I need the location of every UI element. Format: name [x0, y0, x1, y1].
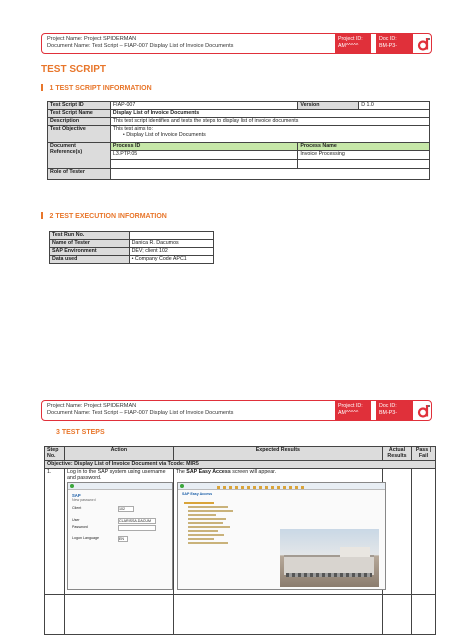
language-label: Logon Language [72, 536, 99, 540]
project-id-box [335, 401, 371, 420]
step-actual [383, 595, 412, 635]
empty-cell [110, 160, 297, 169]
password-row [72, 525, 168, 532]
env-label: SAP Environment [50, 248, 130, 256]
objective-bullet: • Display List of Invoice Documents [122, 132, 206, 138]
doc-id-label: Doc ID: [379, 36, 397, 42]
objective-row: Objective: Display List of Invoice Document via Tcode: MIR5 [45, 461, 436, 469]
company-logo-icon [417, 37, 431, 51]
header-text [47, 36, 233, 50]
document-name: Document Name: Test Script – FIAP-007 Display List of Invoice Documents [47, 43, 234, 49]
password-input [118, 525, 156, 531]
env-value: DEV; client 102 [129, 248, 213, 256]
section-2-title: 2 TEST EXECUTION INFORMATION [49, 213, 167, 220]
project-name: Project Name: Project SPIDERMAN [47, 36, 137, 42]
page-title: TEST SCRIPT [41, 64, 107, 75]
step-expected [173, 595, 382, 635]
sap-login-screenshot [67, 482, 173, 590]
company-logo-icon [417, 404, 431, 418]
test-script-info-table [47, 101, 430, 180]
section-1-title: 1 TEST SCRIPT INFORMATION [49, 85, 152, 92]
sap-menu-tree [184, 500, 244, 546]
step-number: 1. [45, 469, 65, 595]
user-label: User [72, 518, 80, 522]
test-script-id-label: Test Script ID [48, 102, 111, 110]
project-id-label: Project ID: [338, 36, 363, 42]
objective-label: Test Objective [48, 126, 111, 143]
sap-toolbar [178, 483, 385, 490]
process-id-header: Process ID [110, 143, 297, 151]
expected-text-pre: The [175, 469, 187, 475]
easy-access-title: SAP Easy Access [182, 492, 213, 496]
doc-id-box [376, 34, 413, 53]
section-3-title: 3 TEST STEPS [56, 429, 105, 436]
col-pass-header: Pass | Fail [411, 447, 435, 461]
step-number [45, 595, 65, 635]
doc-id-value: BM-P3- [379, 409, 397, 416]
user-input: CLARISSA.DACUM [118, 518, 156, 524]
empty-cell [298, 160, 430, 169]
process-name-value: Invoice Processing [298, 151, 430, 160]
step-pass-fail [411, 595, 435, 635]
step-pass-fail [411, 469, 435, 595]
objective-intro: This test aims to: [112, 126, 153, 132]
document-name: Document Name: Test Script – FIAP-007 Display List of Invoice Documents [47, 410, 234, 416]
process-id-value: L3.PTP.05 [110, 151, 297, 160]
check-icon [70, 484, 74, 488]
project-id-value: AM^^^^^ [338, 42, 359, 49]
process-name-header: Process Name [298, 143, 430, 151]
test-execution-table [49, 231, 214, 264]
project-id-value: AM^^^^^ [338, 409, 359, 416]
language-input: EN [118, 536, 128, 542]
language-row [72, 536, 168, 543]
run-no-label: Test Run No. [50, 232, 130, 240]
test-script-name-label: Test Script Name [48, 110, 111, 118]
role-value [110, 169, 429, 180]
version-label: Version [298, 102, 359, 110]
client-input: 102 [118, 506, 134, 512]
check-icon [180, 484, 184, 488]
col-action-header: Action [64, 447, 173, 461]
sap-menu-bar [68, 483, 172, 490]
sap-easy-access-screenshot [177, 482, 386, 590]
building-photo [280, 529, 379, 587]
section-3-heading [56, 429, 105, 436]
doc-id-label: Doc ID: [379, 403, 397, 409]
expected-text-bold: SAP Easy Access [186, 469, 231, 475]
step-action [64, 595, 173, 635]
tester-label: Name of Tester [50, 240, 130, 248]
doc-id-value: BM-P3- [379, 42, 397, 49]
project-name: Project Name: Project SPIDERMAN [47, 403, 137, 409]
col-step-header: Step No. [45, 447, 65, 461]
test-script-id-value: FIAP-007 [110, 102, 297, 110]
sap-login-title: SAP [72, 493, 81, 498]
project-id-label: Project ID: [338, 403, 363, 409]
role-label: Role of Tester [48, 169, 111, 180]
password-label: Password [72, 525, 88, 529]
section-2-heading [41, 212, 167, 220]
test-script-name-value: Display List of Invoice Documents [110, 110, 429, 118]
expected-text-post: screen will appear. [230, 469, 277, 475]
run-no-value [129, 232, 213, 240]
section-bar [41, 212, 43, 219]
section-bar [41, 84, 43, 91]
doc-id-box [376, 401, 413, 420]
sap-login-subtitle: New password [72, 498, 96, 502]
description-value: This test script identifies and tests the steps to display list of invoice documents [110, 118, 429, 126]
col-actual-header: Actual Results [383, 447, 412, 461]
data-used-value: • Company Code APC1 [129, 256, 213, 264]
toolbar-icons [217, 486, 307, 489]
tester-value: Danica R. Dacumos [129, 240, 213, 248]
page-header [41, 400, 432, 421]
col-expected-header: Expected Results [173, 447, 382, 461]
data-used-label: Data used [50, 256, 130, 264]
version-value: D 1.0 [359, 102, 430, 110]
description-label: Description [48, 118, 111, 126]
objective-value [110, 126, 429, 143]
client-row [72, 506, 168, 513]
step-action-text: Log in to the SAP system using username and password. [66, 469, 166, 481]
page-header [41, 33, 432, 54]
doc-ref-label: Document Reference(s) [48, 143, 111, 169]
step-actual [383, 469, 412, 595]
client-label: Client [72, 506, 82, 510]
header-text [47, 403, 233, 417]
user-row [72, 518, 168, 525]
section-1-heading [41, 84, 152, 92]
project-id-box [335, 34, 371, 53]
